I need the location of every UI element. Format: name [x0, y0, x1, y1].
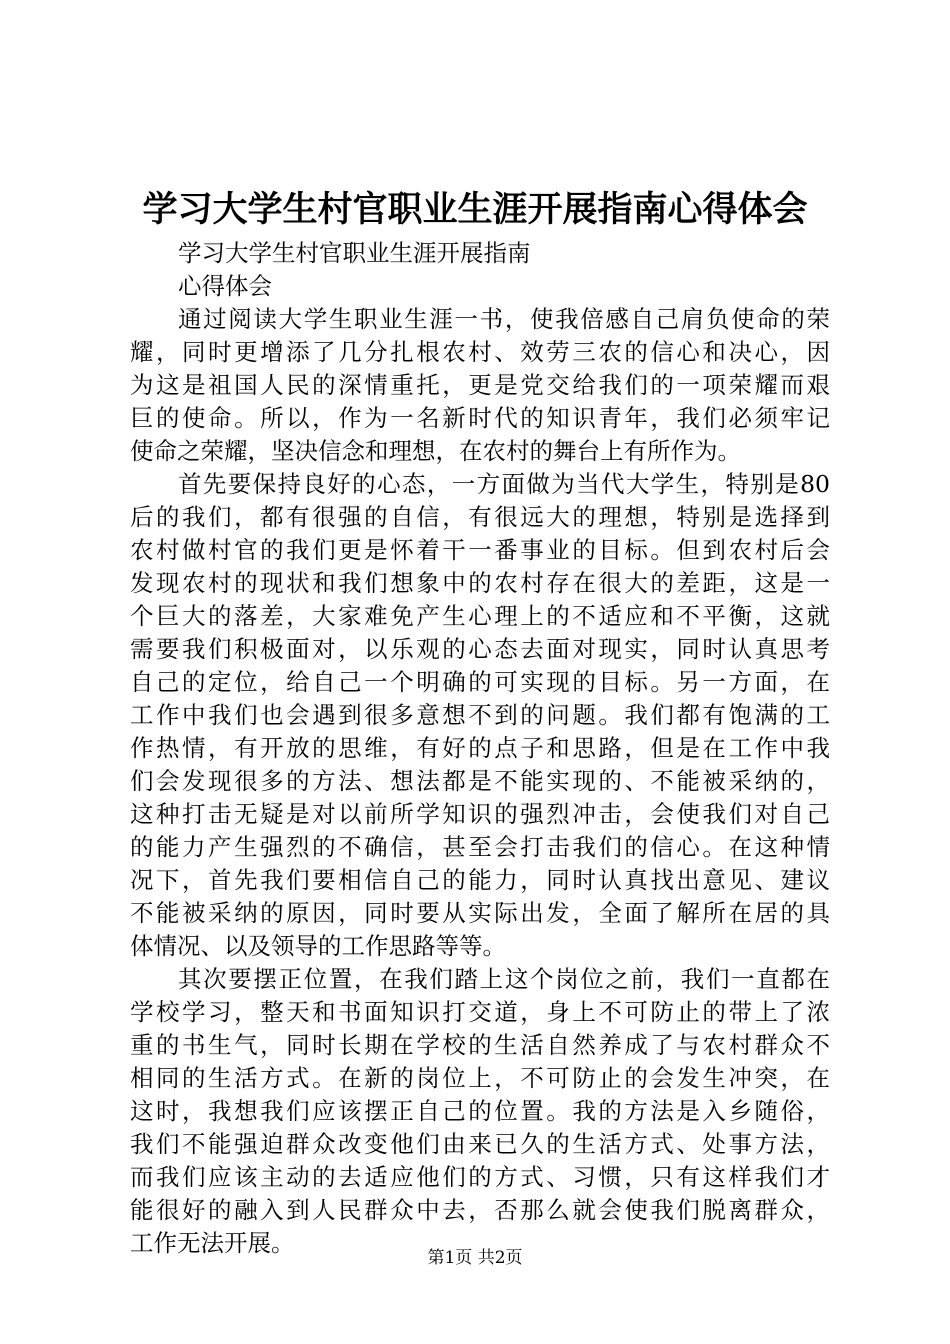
paragraph-line: 自己的定位，给自己一个明确的可实现的目标。另一方面，在: [130, 668, 830, 696]
paragraph-line: 农村做村官的我们更是怀着干一番事业的目标。但到农村后会: [130, 536, 830, 564]
paragraph-line: 作热情，有开放的思维，有好的点子和思路，但是在工作中我: [130, 734, 830, 762]
paragraph-line: 其次要摆正位置，在我们踏上这个岗位之前，我们一直都在: [178, 965, 830, 993]
paragraph-line: 不能被采纳的原因，同时要从实际出发，全面了解所在居的具: [130, 899, 830, 927]
paragraph-line: 而我们应该主动的去适应他们的方式、习惯，只有这样我们才: [130, 1163, 830, 1191]
paragraph-line: 巨的使命。所以，作为一名新时代的知识青年，我们必须牢记: [130, 404, 830, 432]
paragraph-line: 这时，我想我们应该摆正自己的位置。我的方法是入乡随俗，: [130, 1097, 830, 1125]
paragraph-line: 个巨大的落差，大家难免产生心理上的不适应和不平衡，这就: [130, 602, 830, 630]
paragraph-line: 们会发现很多的方法、想法都是不能实现的、不能被采纳的，: [130, 767, 830, 795]
paragraph-line: 体情况、以及领导的工作思路等等。: [130, 932, 506, 960]
paragraph-line: 通过阅读大学生职业生涯一书，使我倍感自己肩负使命的荣: [178, 305, 830, 333]
paragraph-line: 能很好的融入到人民群众中去，否那么就会使我们脱离群众，: [130, 1196, 830, 1224]
paragraph-line: 工作无法开展。: [130, 1229, 295, 1257]
paragraph-line: 这种打击无疑是对以前所学知识的强烈冲击，会使我们对自己: [130, 800, 830, 828]
document-body: [130, 237, 830, 1260]
paragraph-line: 工作中我们也会遇到很多意想不到的问题。我们都有饱满的工: [130, 701, 830, 729]
paragraph-line: 首先要保持良好的心态，一方面做为当代大学生，特别是80: [178, 470, 830, 498]
paragraph-line: 使命之荣耀，坚决信念和理想，在农村的舞台上有所作为。: [130, 437, 741, 465]
paragraph-line: 我们不能强迫群众改变他们由来已久的生活方式、处事方法，: [130, 1130, 830, 1158]
paragraph-line: 发现农村的现状和我们想象中的农村存在很大的差距，这是一: [130, 569, 830, 597]
paragraph-line: 况下，首先我们要相信自己的能力，同时认真找出意见、建议: [130, 866, 830, 894]
document-title: 学习大学生村官职业生涯开展指南心得体会: [142, 189, 808, 230]
paragraph-line: 的能力产生强烈的不确信，甚至会打击我们的信心。在这种情: [130, 833, 830, 861]
paragraph-line: 需要我们积极面对，以乐观的心态去面对现实，同时认真思考: [130, 635, 830, 663]
paragraph-line: 耀，同时更增添了几分扎根农村、效劳三农的信心和决心，因: [130, 338, 830, 366]
paragraph-line: 重的书生气，同时长期在学校的生活自然养成了与农村群众不: [130, 1031, 830, 1059]
paragraph-line: 相同的生活方式。在新的岗位上，不可防止的会发生冲突，在: [130, 1064, 830, 1092]
paragraph-line: 后的我们，都有很强的自信，有很远大的理想，特别是选择到: [130, 503, 830, 531]
subtitle-line: 心得体会: [178, 272, 272, 300]
paragraph-line: 学校学习，整天和书面知识打交道，身上不可防止的带上了浓: [130, 998, 830, 1026]
subtitle-line: 学习大学生村官职业生涯开展指南: [178, 239, 531, 267]
page-number-footer: 第1页 共2页: [427, 1248, 523, 1268]
paragraph-line: 为这是祖国人民的深情重托，更是党交给我们的一项荣耀而艰: [130, 371, 830, 399]
